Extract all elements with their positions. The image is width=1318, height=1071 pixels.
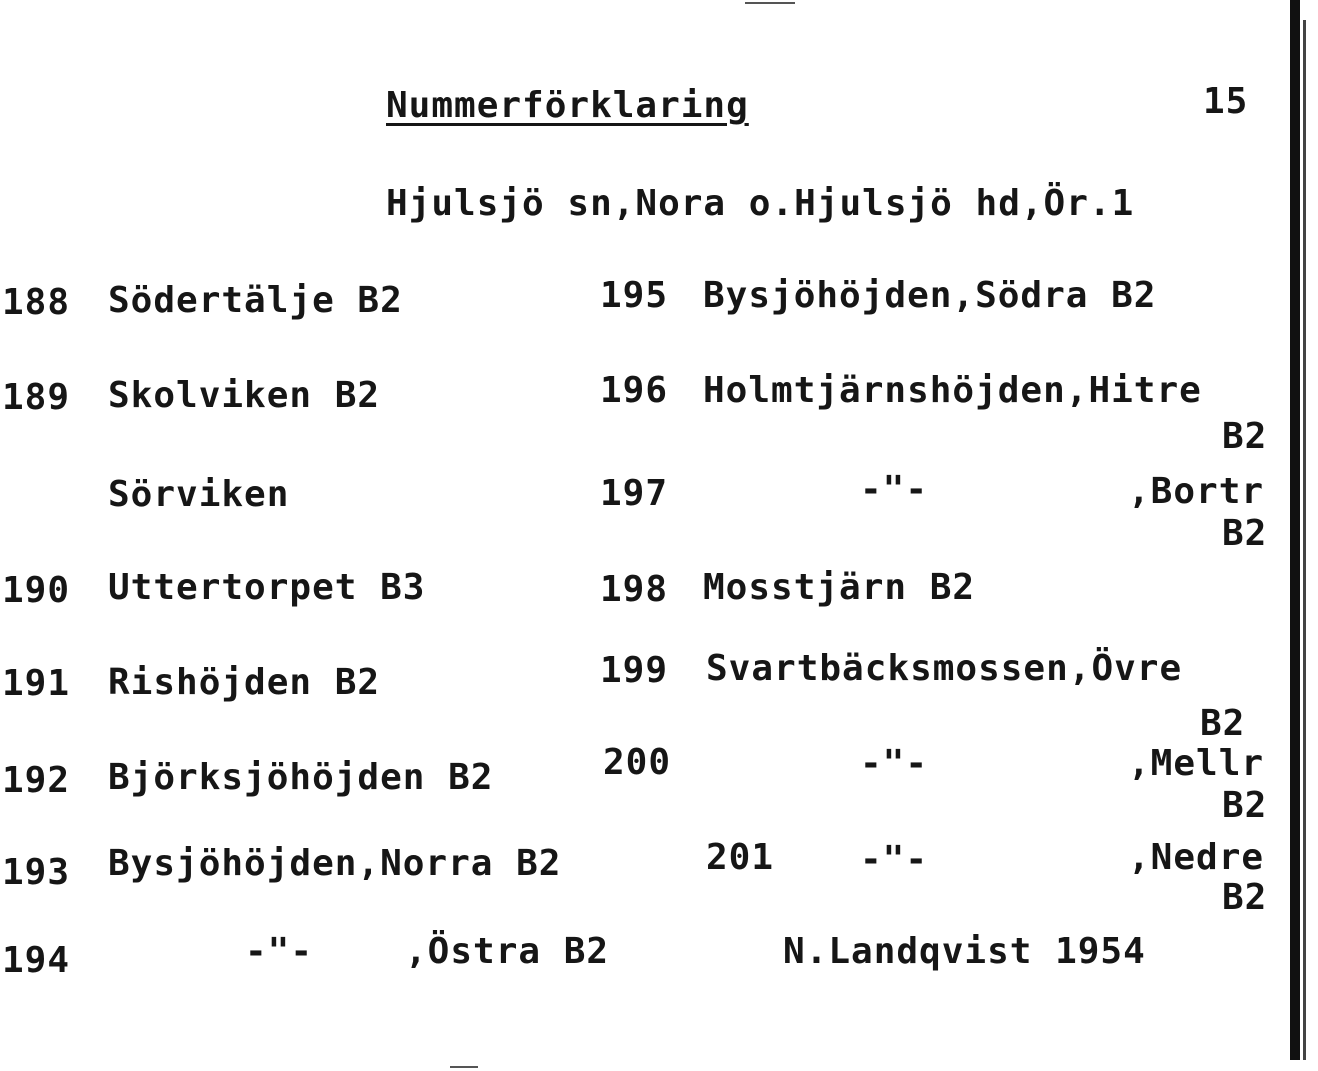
entry-name: ,Bortr	[1128, 471, 1265, 512]
entry-grid-ref: B2	[1222, 513, 1268, 554]
page-number: 15	[1203, 81, 1249, 122]
entry-name: Södertälje B2	[108, 280, 403, 321]
scan-speck	[745, 2, 795, 4]
entry-number: 189	[2, 377, 71, 418]
entry-name: Bysjöhöjden,Södra B2	[703, 275, 1157, 316]
entry-name: ,Mellr	[1128, 743, 1265, 784]
scan-speck	[450, 1066, 478, 1068]
entry-name: Holmtjärnshöjden,Hitre	[703, 370, 1202, 411]
page-edge-line	[1303, 20, 1306, 1060]
entry-grid-ref: B2	[1222, 416, 1268, 457]
ditto-mark: -"-	[245, 931, 314, 972]
entry-name: Uttertorpet B3	[108, 567, 426, 608]
page-edge-shadow	[1290, 0, 1300, 1060]
entry-name: Bysjöhöjden,Norra B2	[108, 843, 562, 884]
entry-name: Mosstjärn B2	[703, 567, 976, 608]
entry-name: ,Nedre	[1128, 837, 1265, 878]
entry-number: 190	[2, 570, 71, 611]
author-signature: N.Landqvist 1954	[783, 931, 1146, 972]
entry-number: 193	[2, 852, 71, 893]
entry-grid-ref: B2	[1222, 785, 1268, 826]
parish-subtitle: Hjulsjö sn,Nora o.Hjulsjö hd,Ör.1	[386, 183, 1135, 224]
entry-name: Skolviken B2	[108, 375, 381, 416]
ditto-mark: -"-	[860, 743, 929, 784]
entry-number: 198	[600, 569, 669, 610]
entry-number: 197	[600, 473, 669, 514]
entry-number: 196	[600, 370, 669, 411]
entry-name: Rishöjden B2	[108, 662, 381, 703]
entry-name: Svartbäcksmossen,Övre	[706, 648, 1183, 689]
ditto-mark: -"-	[860, 469, 929, 510]
entry-grid-ref: B2	[1222, 877, 1268, 918]
entry-number: 192	[2, 760, 71, 801]
entry-name: Sörviken	[108, 474, 290, 515]
entry-number: 200	[603, 742, 672, 783]
entry-number: 195	[600, 275, 669, 316]
entry-number: 194	[2, 940, 71, 981]
entry-number: 199	[600, 650, 669, 691]
page-title: Nummerförklaring	[386, 85, 749, 126]
entry-name: Björksjöhöjden B2	[108, 757, 494, 798]
entry-number: 188	[2, 282, 71, 323]
entry-number: 191	[2, 663, 71, 704]
ditto-mark: -"-	[860, 839, 929, 880]
entry-name: ,Östra B2	[405, 931, 610, 972]
entry-grid-ref: B2	[1200, 703, 1246, 744]
entry-number: 201	[706, 837, 775, 878]
